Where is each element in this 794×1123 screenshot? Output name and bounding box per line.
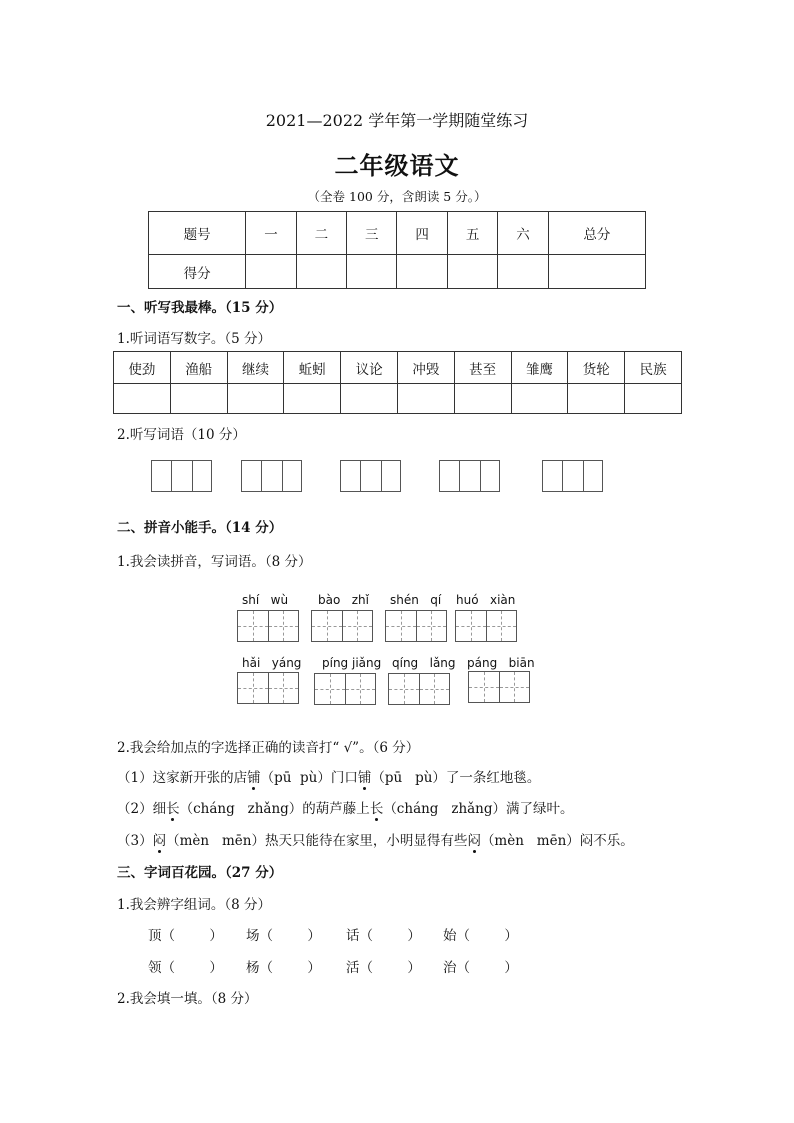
tianzige-box[interactable] bbox=[314, 673, 376, 705]
dotted-char: 闷 bbox=[153, 829, 167, 849]
score-input-cell[interactable] bbox=[347, 255, 397, 289]
dictation-box[interactable] bbox=[151, 460, 212, 492]
word-blank[interactable]: 活（ ） bbox=[346, 960, 421, 976]
word-cell: 雏鹰 bbox=[511, 352, 568, 384]
word-blank[interactable]: 治（ ） bbox=[443, 960, 518, 976]
dotted-char: 长 bbox=[166, 797, 180, 817]
word-cell: 甚至 bbox=[454, 352, 511, 384]
pinyin-label: qíng lǎng bbox=[392, 656, 456, 670]
score-input-cell[interactable] bbox=[548, 255, 645, 289]
tianzige-box[interactable] bbox=[468, 671, 530, 703]
word-cell: 民族 bbox=[625, 352, 682, 384]
pinyin-label: huó xiàn bbox=[456, 593, 516, 607]
word-cell: 渔船 bbox=[170, 352, 227, 384]
answer-cell[interactable] bbox=[625, 384, 682, 414]
pinyin-label: hǎi yáng bbox=[242, 656, 302, 670]
dotted-char: 闷 bbox=[467, 829, 481, 849]
dictation-box[interactable] bbox=[439, 460, 500, 492]
score-header-cell: 五 bbox=[447, 212, 497, 255]
score-header-cell: 二 bbox=[296, 212, 346, 255]
word-blank[interactable]: 顶（ ） bbox=[148, 928, 223, 944]
section2-title: 二、拼音小能手。（14 分） bbox=[117, 520, 283, 536]
word-cell: 蚯蚓 bbox=[284, 352, 341, 384]
section3-q1: 1.我会辨字组词。（8 分） bbox=[117, 897, 272, 913]
answer-cell[interactable] bbox=[454, 384, 511, 414]
pinyin-label: shén qí bbox=[390, 593, 442, 607]
answer-cell[interactable] bbox=[227, 384, 284, 414]
dictation-box[interactable] bbox=[241, 460, 302, 492]
tianzige-box[interactable] bbox=[237, 610, 299, 642]
subject-title: 二年级语文 bbox=[334, 152, 460, 180]
score-header-cell: 六 bbox=[498, 212, 548, 255]
word-blank[interactable]: 领（ ） bbox=[148, 960, 223, 976]
answer-cell[interactable] bbox=[511, 384, 568, 414]
answer-cell[interactable] bbox=[397, 384, 454, 414]
section3-title: 三、字词百花园。（27 分） bbox=[117, 865, 283, 881]
tianzige-box[interactable] bbox=[388, 673, 450, 705]
term-title: 2021—2022 学年第一学期随堂练习 bbox=[265, 111, 529, 130]
score-input-cell[interactable] bbox=[397, 255, 447, 289]
pronunciation-line-2: （2）细长（cháng zhǎng）的葫芦藤上长（cháng zhǎng）满了绿叶。 bbox=[117, 797, 574, 817]
section3-q2: 2.我会填一填。（8 分） bbox=[117, 991, 258, 1007]
dictation-box[interactable] bbox=[542, 460, 603, 492]
tianzige-box[interactable] bbox=[311, 610, 373, 642]
dictation-word-table bbox=[113, 351, 682, 414]
word-cell: 货轮 bbox=[568, 352, 625, 384]
pronunciation-line-1: （1）这家新开张的店铺（pū pù）门口铺（pū pù）了一条红地毯。 bbox=[117, 766, 540, 786]
score-header-cell: 题号 bbox=[149, 212, 246, 255]
dotted-char: 铺 bbox=[358, 766, 372, 786]
word-blank[interactable]: 话（ ） bbox=[346, 928, 421, 944]
score-input-cell[interactable] bbox=[296, 255, 346, 289]
pinyin-label: bào zhǐ bbox=[318, 593, 369, 607]
answer-cell[interactable] bbox=[341, 384, 398, 414]
word-cell: 议论 bbox=[341, 352, 398, 384]
word-blank[interactable]: 始（ ） bbox=[443, 928, 518, 944]
word-cell: 继续 bbox=[227, 352, 284, 384]
answer-cell[interactable] bbox=[170, 384, 227, 414]
dictation-box[interactable] bbox=[340, 460, 401, 492]
answer-cell[interactable] bbox=[114, 384, 171, 414]
section2-q1: 1.我会读拼音，写词语。（8 分） bbox=[117, 554, 312, 570]
section1-q2: 2.听写词语（10 分） bbox=[117, 427, 246, 443]
section1-title: 一、听写我最棒。（15 分） bbox=[117, 300, 283, 316]
section2-q2: 2.我会给加点的字选择正确的读音打“ √”。（6 分） bbox=[117, 740, 420, 756]
dotted-char: 铺 bbox=[247, 766, 261, 786]
score-header-cell: 一 bbox=[246, 212, 296, 255]
score-input-cell[interactable] bbox=[498, 255, 548, 289]
score-header-cell: 四 bbox=[397, 212, 447, 255]
word-cell: 使劲 bbox=[114, 352, 171, 384]
word-cell: 冲毁 bbox=[397, 352, 454, 384]
score-header-cell: 三 bbox=[347, 212, 397, 255]
dotted-char: 长 bbox=[370, 797, 384, 817]
score-table bbox=[148, 211, 646, 289]
score-header-cell: 总分 bbox=[548, 212, 645, 255]
pronunciation-line-3: （3）闷（mèn mēn）热天只能待在家里，小明显得有些闷（mèn mēn）闷不乐。 bbox=[117, 829, 634, 849]
score-input-cell[interactable] bbox=[447, 255, 497, 289]
word-blank[interactable]: 杨（ ） bbox=[246, 960, 321, 976]
pinyin-label: píng jiǎng bbox=[322, 656, 382, 670]
tianzige-box[interactable] bbox=[455, 610, 517, 642]
section1-q1: 1.听词语写数字。（5 分） bbox=[117, 331, 272, 347]
score-row-label: 得分 bbox=[149, 255, 246, 289]
pinyin-label: shí wù bbox=[242, 593, 289, 607]
score-note: （全卷 100 分，含朗读 5 分。） bbox=[307, 189, 487, 204]
tianzige-box[interactable] bbox=[237, 672, 299, 704]
pinyin-label: páng biān bbox=[467, 656, 535, 670]
answer-cell[interactable] bbox=[284, 384, 341, 414]
tianzige-box[interactable] bbox=[385, 610, 447, 642]
word-blank[interactable]: 场（ ） bbox=[246, 928, 321, 944]
score-input-cell[interactable] bbox=[246, 255, 296, 289]
answer-cell[interactable] bbox=[568, 384, 625, 414]
